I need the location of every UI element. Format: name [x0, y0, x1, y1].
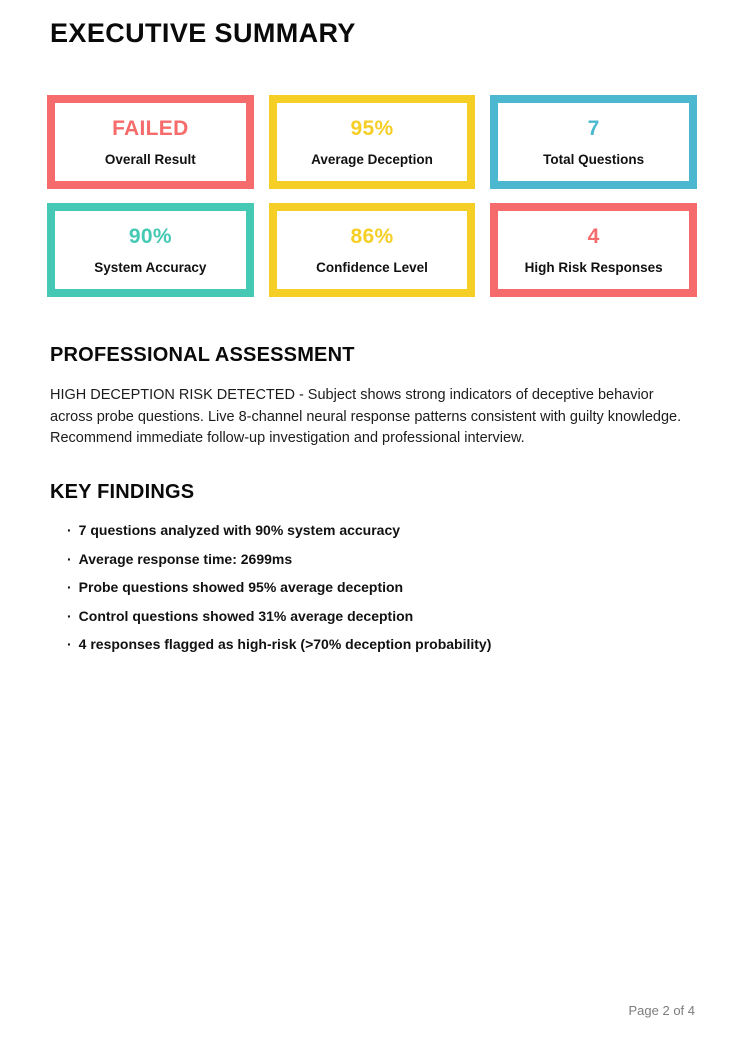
stat-card-average-deception — [269, 95, 476, 189]
stat-value: 86% — [350, 225, 394, 248]
key-finding-item — [67, 636, 690, 654]
page-title: EXECUTIVE SUMMARY — [50, 18, 356, 48]
key-findings-list — [50, 522, 690, 665]
bullet-marker: · — [67, 522, 72, 538]
stat-value: 95% — [350, 117, 394, 140]
stat-card-overall-result — [47, 95, 254, 189]
stat-label: System Accuracy — [94, 260, 207, 275]
stat-card-high-risk-responses — [490, 203, 697, 297]
bullet-marker: · — [67, 579, 72, 595]
key-finding-item — [67, 608, 690, 626]
bullet-marker: · — [67, 636, 72, 652]
key-finding-text: Probe questions showed 95% average deception — [78, 579, 404, 595]
stat-value: 90% — [128, 225, 172, 248]
key-finding-text: Average response time: 2699ms — [78, 550, 293, 567]
key-finding-item — [67, 522, 690, 540]
key-finding-text: 4 responses flagged as high-risk (>70% deception probability) — [78, 636, 492, 652]
stat-label: Confidence Level — [316, 260, 428, 275]
stat-value: 4 — [587, 225, 600, 248]
section-heading-key-findings: KEY FINDINGS — [50, 481, 195, 503]
stat-card-confidence-level — [269, 203, 476, 297]
bullet-marker: · — [67, 607, 72, 624]
bullet-marker: · — [67, 550, 72, 567]
summary-cards — [47, 95, 697, 297]
page-number: Page 2 of 4 — [628, 1003, 695, 1018]
stat-label: Overall Result — [104, 152, 196, 167]
stat-card-total-questions — [490, 95, 697, 189]
key-finding-text: Control questions showed 31% average deception — [78, 607, 414, 624]
stat-card-system-accuracy — [47, 203, 254, 297]
key-finding-item — [67, 551, 690, 569]
stat-value: FAILED — [112, 117, 189, 140]
stat-value: 7 — [587, 117, 600, 140]
stat-label: High Risk Responses — [524, 260, 663, 275]
key-finding-text: 7 questions analyzed with 90% system accuracy — [78, 522, 401, 538]
section-heading-professional-assessment: PROFESSIONAL ASSESSMENT — [50, 344, 355, 366]
stat-label: Total Questions — [543, 152, 645, 167]
assessment-paragraph: HIGH DECEPTION RISK DETECTED - Subject shows strong indicators of deceptive behavior across probe questions. Live 8-channel neural response patterns consistent with guilty knowledge. Recommend immediate follow-up investigation and professional interview. — [50, 387, 682, 446]
key-finding-item — [67, 579, 690, 597]
stat-label: Average Deception — [311, 152, 433, 167]
